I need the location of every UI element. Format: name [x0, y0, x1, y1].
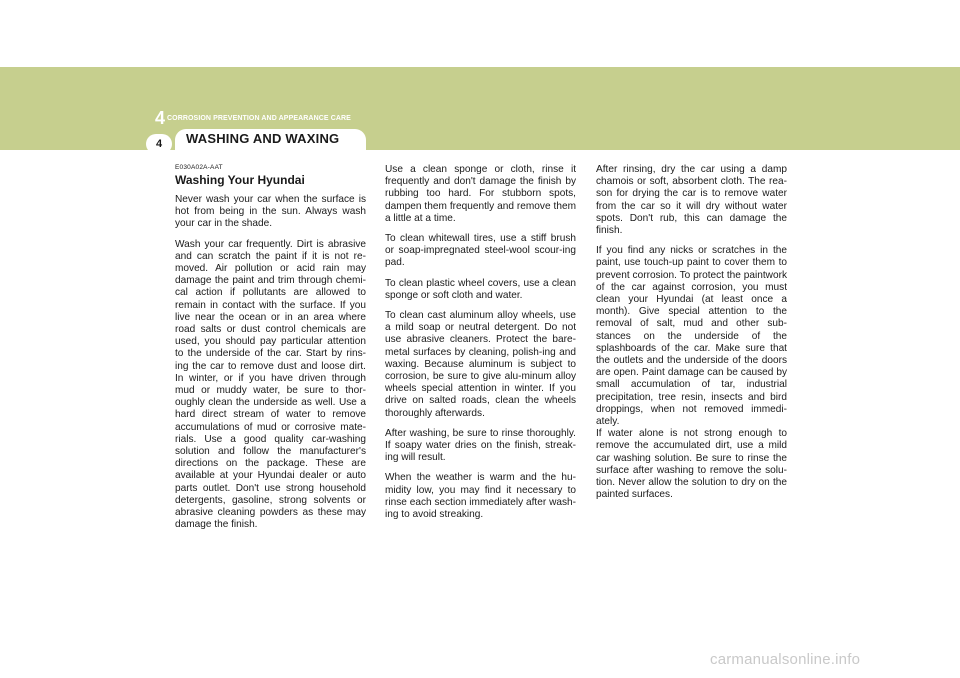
subheading: Washing Your Hyundai [175, 173, 305, 187]
header-band [0, 67, 960, 150]
chapter-number: 4 [154, 108, 165, 128]
section-code: E030A02A-AAT [175, 164, 223, 171]
column-3 [596, 164, 787, 509]
paragraph: To clean cast aluminum alloy wheels, use a mild soap or neutral detergent. Do not use abrasive cleaners. Protect the bare-metal surfaces by cleaning, polish-ing and waxing. Because aluminum is subject to corrosion, be sure to give alu-minum alloy wheels special attention in winter. If you drive on salted roads, clean the wheels thoroughly afterwards. [385, 310, 576, 419]
paragraph: If you find any nicks or scratches in the paint, use touch-up paint to cover them to prevent corrosion. To protect the paintwork of the car against corrosion, you must clean your Hyundai (at least once a month). Give special attention to the removal of salt, mud and other sub-stances on the underside of the splashboards of the car. Make sure that the outlets and the underside of the doors are open. Paint damage can be caused by small accumulation of tar, industrial precipitation, tree resin, insects and bird droppings, when not removed immedi-ately. [596, 245, 787, 428]
watermark: carmanualsonline.info [710, 651, 861, 668]
column-2 [385, 164, 576, 529]
paragraph: Wash your car frequently. Dirt is abrasive and can scratch the paint if it is not re-moved. Air pollution or acid rain may damage the paint and trim through chemi-cal action if pollutants are allowed to remain in contact with the surface. If you live near the ocean or in an area where road salts or dust control chemicals are used, you should pay particular attention to the underside of the car. Start by rins-ing the car to remove dust and loose dirt. In winter, or if you have driven through mud or muddy water, be sure to thor-oughly clean the underside as well. Use a hard direct stream of water to remove accumulations of mud or corrosive mate-rials. Use a good quality car-washing solution and follow the manufacturer's directions on the package. These are available at your Hyundai dealer or auto parts outlet. Don't use strong household detergents, gasoline, strong solvents or abrasive cleaning powders as these may damage the finish. [175, 238, 366, 531]
paragraph: When the weather is warm and the hu-midity low, you may find it necessary to rinse each section immediately after wash-ing to avoid streaking. [385, 472, 576, 521]
paragraph: After rinsing, dry the car using a damp chamois or soft, absorbent cloth. The rea-son for drying the car is to remove water from the car so it will dry without water spots. Don't rub, this can damage the finish. [596, 164, 787, 237]
paragraph: Use a clean sponge or cloth, rinse it frequently and don't damage the finish by rubbing too hard. For stubborn spots, dampen them frequently and remove them a little at a time. [385, 164, 576, 224]
section-title: WASHING AND WAXING [186, 131, 340, 146]
paragraph: To clean plastic wheel covers, use a clean sponge or soft cloth and water. [385, 277, 576, 301]
paragraph: Never wash your car when the surface is hot from being in the sun. Always wash your car in the shade. [175, 194, 366, 230]
column-1 [175, 164, 366, 539]
paragraph: After washing, be sure to rinse thoroughly. If soapy water dries on the finish, streak-ing will result. [385, 427, 576, 464]
paragraph: To clean whitewall tires, use a stiff brush or soap-impregnated steel-wool scour-ing pad. [385, 233, 576, 269]
page-number: 4 [155, 138, 163, 150]
paragraph: If water alone is not strong enough to remove the accumulated dirt, use a mild car washing solution. Be sure to rinse the surface after washing to remove the solu-tion. Never allow the solution to dry on the painted surfaces. [596, 428, 787, 501]
chapter-title: CORROSION PREVENTION AND APPEARANCE CARE [167, 115, 351, 122]
